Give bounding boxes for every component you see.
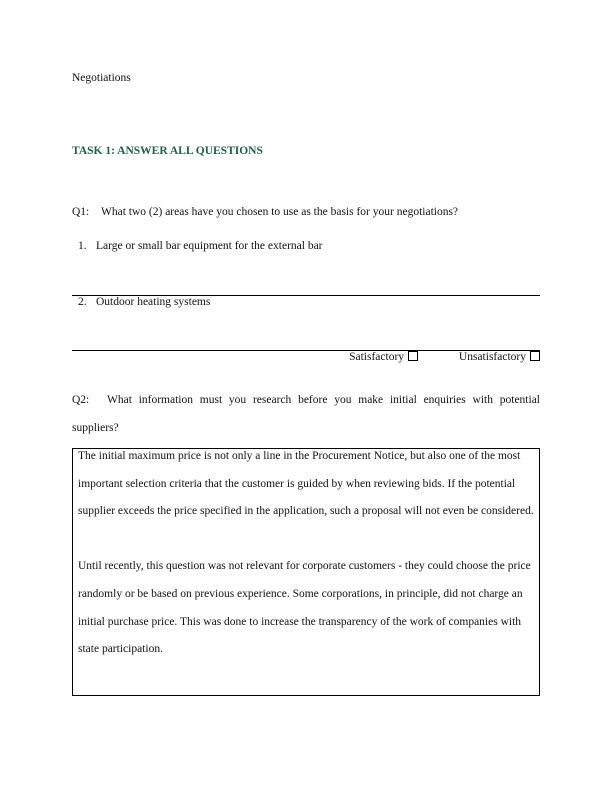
assessment-rating [72, 351, 540, 363]
answer-item-1 [78, 240, 323, 252]
answer-item-2-text: Outdoor heating systems [96, 296, 211, 308]
satisfactory-option[interactable] [349, 351, 418, 363]
answer-item-1-text: Large or small bar equipment for the external bar [96, 240, 323, 252]
question-1-text: What two (2) areas have you chosen to use as the basis for your negotiations? [101, 206, 459, 218]
satisfactory-label: Satisfactory [349, 351, 405, 363]
document-title: Negotiations [72, 72, 131, 84]
question-1-label: Q1: [72, 206, 90, 218]
answer-item-2 [78, 296, 210, 308]
answer-item-1-number: 1. [78, 240, 87, 252]
satisfactory-checkbox[interactable] [408, 351, 418, 361]
question-2-text: What information must you research before you make initial enquiries with potential suppliers? [72, 394, 540, 434]
question-2-label: Q2: [72, 394, 90, 406]
unsatisfactory-option[interactable] [459, 351, 540, 363]
unsatisfactory-label: Unsatisfactory [458, 351, 526, 363]
answer-item-2-number: 2. [78, 296, 87, 308]
question-1 [72, 206, 458, 218]
unsatisfactory-checkbox[interactable] [530, 351, 540, 361]
answer-paragraph-1: The initial maximum price is not only a line in the Procurement Notice, but also one of the most important selection criteria that the customer is guided by when reviewing bids. If the potential supplier exceeds the price specified in the application, such a proposal will not even be considered. [78, 450, 534, 518]
answer-box[interactable] [72, 448, 540, 696]
task-heading: TASK 1: ANSWER ALL QUESTIONS [72, 145, 263, 157]
question-2 [72, 386, 540, 442]
answer-paragraph-2: Until recently, this question was not relevant for corporate customers - they could choose the price randomly or be based on previous experience. Some corporations, in principle, did not charge an initial purchase price. This was done to increase the transparency of the work of companies with state participation. [78, 560, 531, 656]
